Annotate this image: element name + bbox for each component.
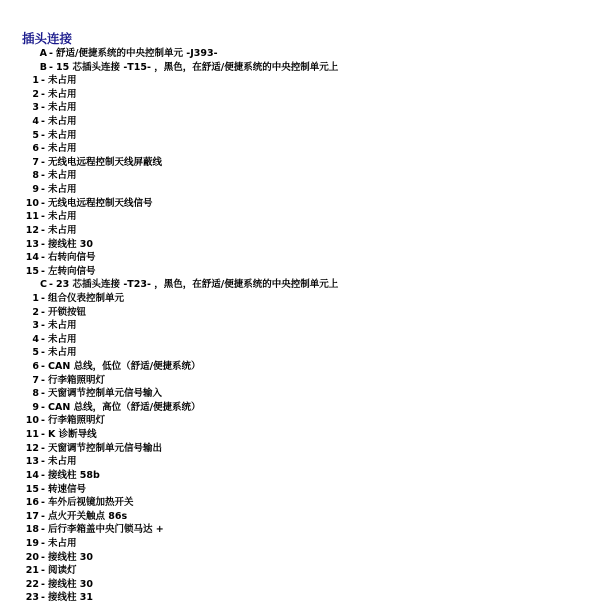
- pin-description: 未占用: [48, 129, 77, 141]
- separator-dash: -: [41, 537, 45, 549]
- separator-dash: -: [41, 170, 45, 182]
- pin-description: 开锁按钮: [48, 306, 87, 318]
- pin-entry: [0, 292, 602, 306]
- pin-number: 6: [32, 143, 39, 155]
- separator-dash: -: [41, 129, 45, 141]
- separator-dash: -: [49, 61, 53, 73]
- pin-number: 5: [32, 347, 39, 359]
- pin-entry: [0, 523, 602, 537]
- separator-dash: -: [41, 374, 45, 386]
- separator-dash: -: [41, 429, 45, 441]
- separator-dash: -: [49, 48, 53, 59]
- pin-entry: [0, 210, 602, 224]
- pin-entry: [0, 88, 602, 102]
- pin-number: 1: [32, 292, 39, 304]
- pin-entry: [0, 129, 602, 143]
- separator-dash: -: [41, 265, 45, 277]
- pin-entry: [0, 387, 602, 401]
- separator-dash: -: [41, 116, 45, 128]
- pin-description: 行李箱照明灯: [48, 374, 106, 386]
- pin-description: 未占用: [48, 320, 77, 332]
- pin-description: 未占用: [48, 88, 77, 100]
- separator-dash: -: [41, 469, 45, 481]
- connector-description: 15 芯插头连接 -T15- ，黑色，在舒适/便捷系统的中央控制单元上: [56, 61, 339, 73]
- pin-description: 未占用: [48, 333, 77, 345]
- pin-number: 7: [32, 156, 39, 168]
- pin-description: 右转向信号: [48, 252, 96, 264]
- pin-number: 11: [25, 211, 39, 223]
- pin-entry: [0, 156, 602, 170]
- pin-entry: [0, 510, 602, 524]
- pin-number: 8: [32, 170, 39, 182]
- pin-entry: [0, 414, 602, 428]
- pin-description: 未占用: [48, 537, 77, 549]
- pin-number: 12: [25, 442, 39, 454]
- separator-dash: -: [41, 306, 45, 318]
- separator-dash: -: [41, 551, 45, 563]
- separator-dash: -: [41, 292, 45, 304]
- pin-number: 3: [32, 102, 39, 114]
- pin-entry: [0, 319, 602, 333]
- pin-number: 5: [32, 129, 39, 141]
- pin-description: 未占用: [48, 102, 77, 114]
- pin-number: 11: [25, 429, 39, 441]
- pin-number: 2: [32, 306, 39, 318]
- pin-number: 1: [32, 75, 39, 87]
- pin-number: 14: [25, 252, 39, 264]
- pin-entry: [0, 469, 602, 483]
- pin-description: 接线柱 30: [48, 238, 94, 250]
- separator-dash: -: [41, 401, 45, 413]
- pin-entry: [0, 142, 602, 156]
- pin-entry: [0, 197, 602, 211]
- pin-number: 22: [25, 578, 39, 590]
- pin-number: 13: [25, 456, 39, 468]
- pin-number: 15: [25, 483, 39, 495]
- separator-dash: -: [41, 442, 45, 454]
- separator-dash: -: [41, 184, 45, 196]
- pin-entry: [0, 265, 602, 279]
- separator-dash: -: [41, 415, 45, 427]
- pin-description: 未占用: [48, 116, 77, 128]
- pin-description: 点火开关触点 86s: [48, 510, 128, 522]
- pin-number: 4: [32, 333, 39, 345]
- connector-entry: [0, 61, 602, 75]
- pin-number: 21: [25, 565, 39, 577]
- pin-entry: [0, 251, 602, 265]
- separator-dash: -: [41, 156, 45, 168]
- pin-number: 6: [32, 361, 39, 373]
- pin-description: 接线柱 30: [48, 551, 94, 563]
- pin-entry: [0, 333, 602, 347]
- pin-entry: [0, 101, 602, 115]
- pin-description: CAN 总线，低位（舒适/便捷系统）: [48, 361, 201, 373]
- pin-description: K 诊断导线: [48, 429, 97, 441]
- pin-description: 行李箱照明灯: [48, 415, 106, 427]
- pin-description: 接线柱 31: [48, 592, 94, 604]
- separator-dash: -: [41, 224, 45, 236]
- pin-number: 17: [25, 510, 39, 522]
- separator-dash: -: [41, 347, 45, 359]
- pin-description: 未占用: [48, 224, 77, 236]
- connector-entry: [0, 278, 602, 292]
- connector-letter: B: [39, 61, 47, 73]
- separator-dash: -: [41, 456, 45, 468]
- pin-description: 未占用: [48, 170, 77, 182]
- pin-number: 14: [25, 469, 39, 481]
- pin-number: 18: [25, 524, 39, 536]
- pin-number: 16: [25, 497, 39, 509]
- pin-description: 未占用: [48, 184, 77, 196]
- section-heading: 插头连接: [22, 31, 73, 46]
- pin-number: 4: [32, 116, 39, 128]
- pin-entry: [0, 428, 602, 442]
- pin-entry: [0, 360, 602, 374]
- separator-dash: -: [41, 102, 45, 114]
- separator-dash: -: [41, 211, 45, 223]
- separator-dash: -: [41, 333, 45, 345]
- connector-entry: [0, 47, 602, 61]
- pin-entry: [0, 564, 602, 578]
- pin-number: 19: [25, 537, 39, 549]
- pin-description: 左转向信号: [48, 265, 96, 277]
- connector-description: 23 芯插头连接 -T23- ，黑色，在舒适/便捷系统的中央控制单元上: [56, 279, 339, 291]
- pin-number: 10: [25, 197, 39, 209]
- separator-dash: -: [41, 592, 45, 604]
- pin-description: 未占用: [48, 143, 77, 155]
- connector-letter: C: [40, 279, 47, 291]
- pin-entry: [0, 483, 602, 497]
- pin-entry: [0, 401, 602, 415]
- pin-description: 未占用: [48, 211, 77, 223]
- pin-entry: [0, 455, 602, 469]
- pin-entry: [0, 183, 602, 197]
- separator-dash: -: [41, 510, 45, 522]
- separator-dash: -: [41, 197, 45, 209]
- pin-entry: [0, 306, 602, 320]
- connector-pin-list: [0, 47, 602, 605]
- pin-entry: [0, 224, 602, 238]
- pin-number: 23: [25, 592, 39, 604]
- separator-dash: -: [41, 252, 45, 264]
- separator-dash: -: [41, 388, 45, 400]
- pin-entry: [0, 591, 602, 605]
- pin-number: 2: [32, 88, 39, 100]
- pin-description: 无线电远程控制天线信号: [48, 197, 153, 209]
- pin-entry: [0, 238, 602, 252]
- pin-entry: [0, 374, 602, 388]
- pin-entry: [0, 537, 602, 551]
- separator-dash: -: [41, 497, 45, 509]
- separator-dash: -: [41, 565, 45, 577]
- pin-number: 12: [25, 224, 39, 236]
- separator-dash: -: [41, 483, 45, 495]
- pin-number: 9: [32, 184, 39, 196]
- separator-dash: -: [41, 88, 45, 100]
- pin-number: 3: [32, 320, 39, 332]
- pin-number: 15: [25, 265, 39, 277]
- pin-description: 接线柱 58b: [48, 469, 100, 481]
- pin-description: 无线电远程控制天线屏蔽线: [48, 156, 163, 168]
- pin-entry: [0, 496, 602, 510]
- pin-number: 10: [25, 415, 39, 427]
- pin-description: 车外后视镜加热开关: [48, 497, 134, 509]
- pin-entry: [0, 74, 602, 88]
- pin-description: 接线柱 30: [48, 578, 94, 590]
- pin-number: 9: [32, 401, 39, 413]
- separator-dash: -: [41, 361, 45, 373]
- pin-entry: [0, 551, 602, 565]
- pin-number: 8: [32, 388, 39, 400]
- pin-number: 13: [25, 238, 39, 250]
- pin-number: 7: [32, 374, 39, 386]
- pin-description: 天窗调节控制单元信号输入: [48, 388, 163, 400]
- separator-dash: -: [49, 279, 53, 291]
- pin-entry: [0, 578, 602, 592]
- separator-dash: -: [41, 238, 45, 250]
- pin-entry: [0, 169, 602, 183]
- pin-entry: [0, 442, 602, 456]
- pin-description: 阅读灯: [48, 565, 77, 577]
- separator-dash: -: [41, 320, 45, 332]
- pin-description: 转速信号: [48, 483, 87, 495]
- pin-description: 未占用: [48, 347, 77, 359]
- pin-entry: [0, 346, 602, 360]
- pin-description: 天窗调节控制单元信号输出: [48, 442, 163, 454]
- pin-description: 组合仪表控制单元: [48, 292, 125, 304]
- pin-entry: [0, 115, 602, 129]
- pin-description: 未占用: [48, 456, 77, 468]
- separator-dash: -: [41, 524, 45, 536]
- connector-letter: A: [39, 48, 47, 59]
- pin-description: 后行李箱盖中央门锁马达 +: [48, 524, 164, 536]
- pin-number: 20: [25, 551, 39, 563]
- connector-description: 舒适/便捷系统的中央控制单元 -J393-: [56, 48, 218, 59]
- separator-dash: -: [41, 75, 45, 87]
- pin-description: 未占用: [48, 75, 77, 87]
- separator-dash: -: [41, 143, 45, 155]
- separator-dash: -: [41, 578, 45, 590]
- pin-description: CAN 总线，高位（舒适/便捷系统）: [48, 401, 201, 413]
